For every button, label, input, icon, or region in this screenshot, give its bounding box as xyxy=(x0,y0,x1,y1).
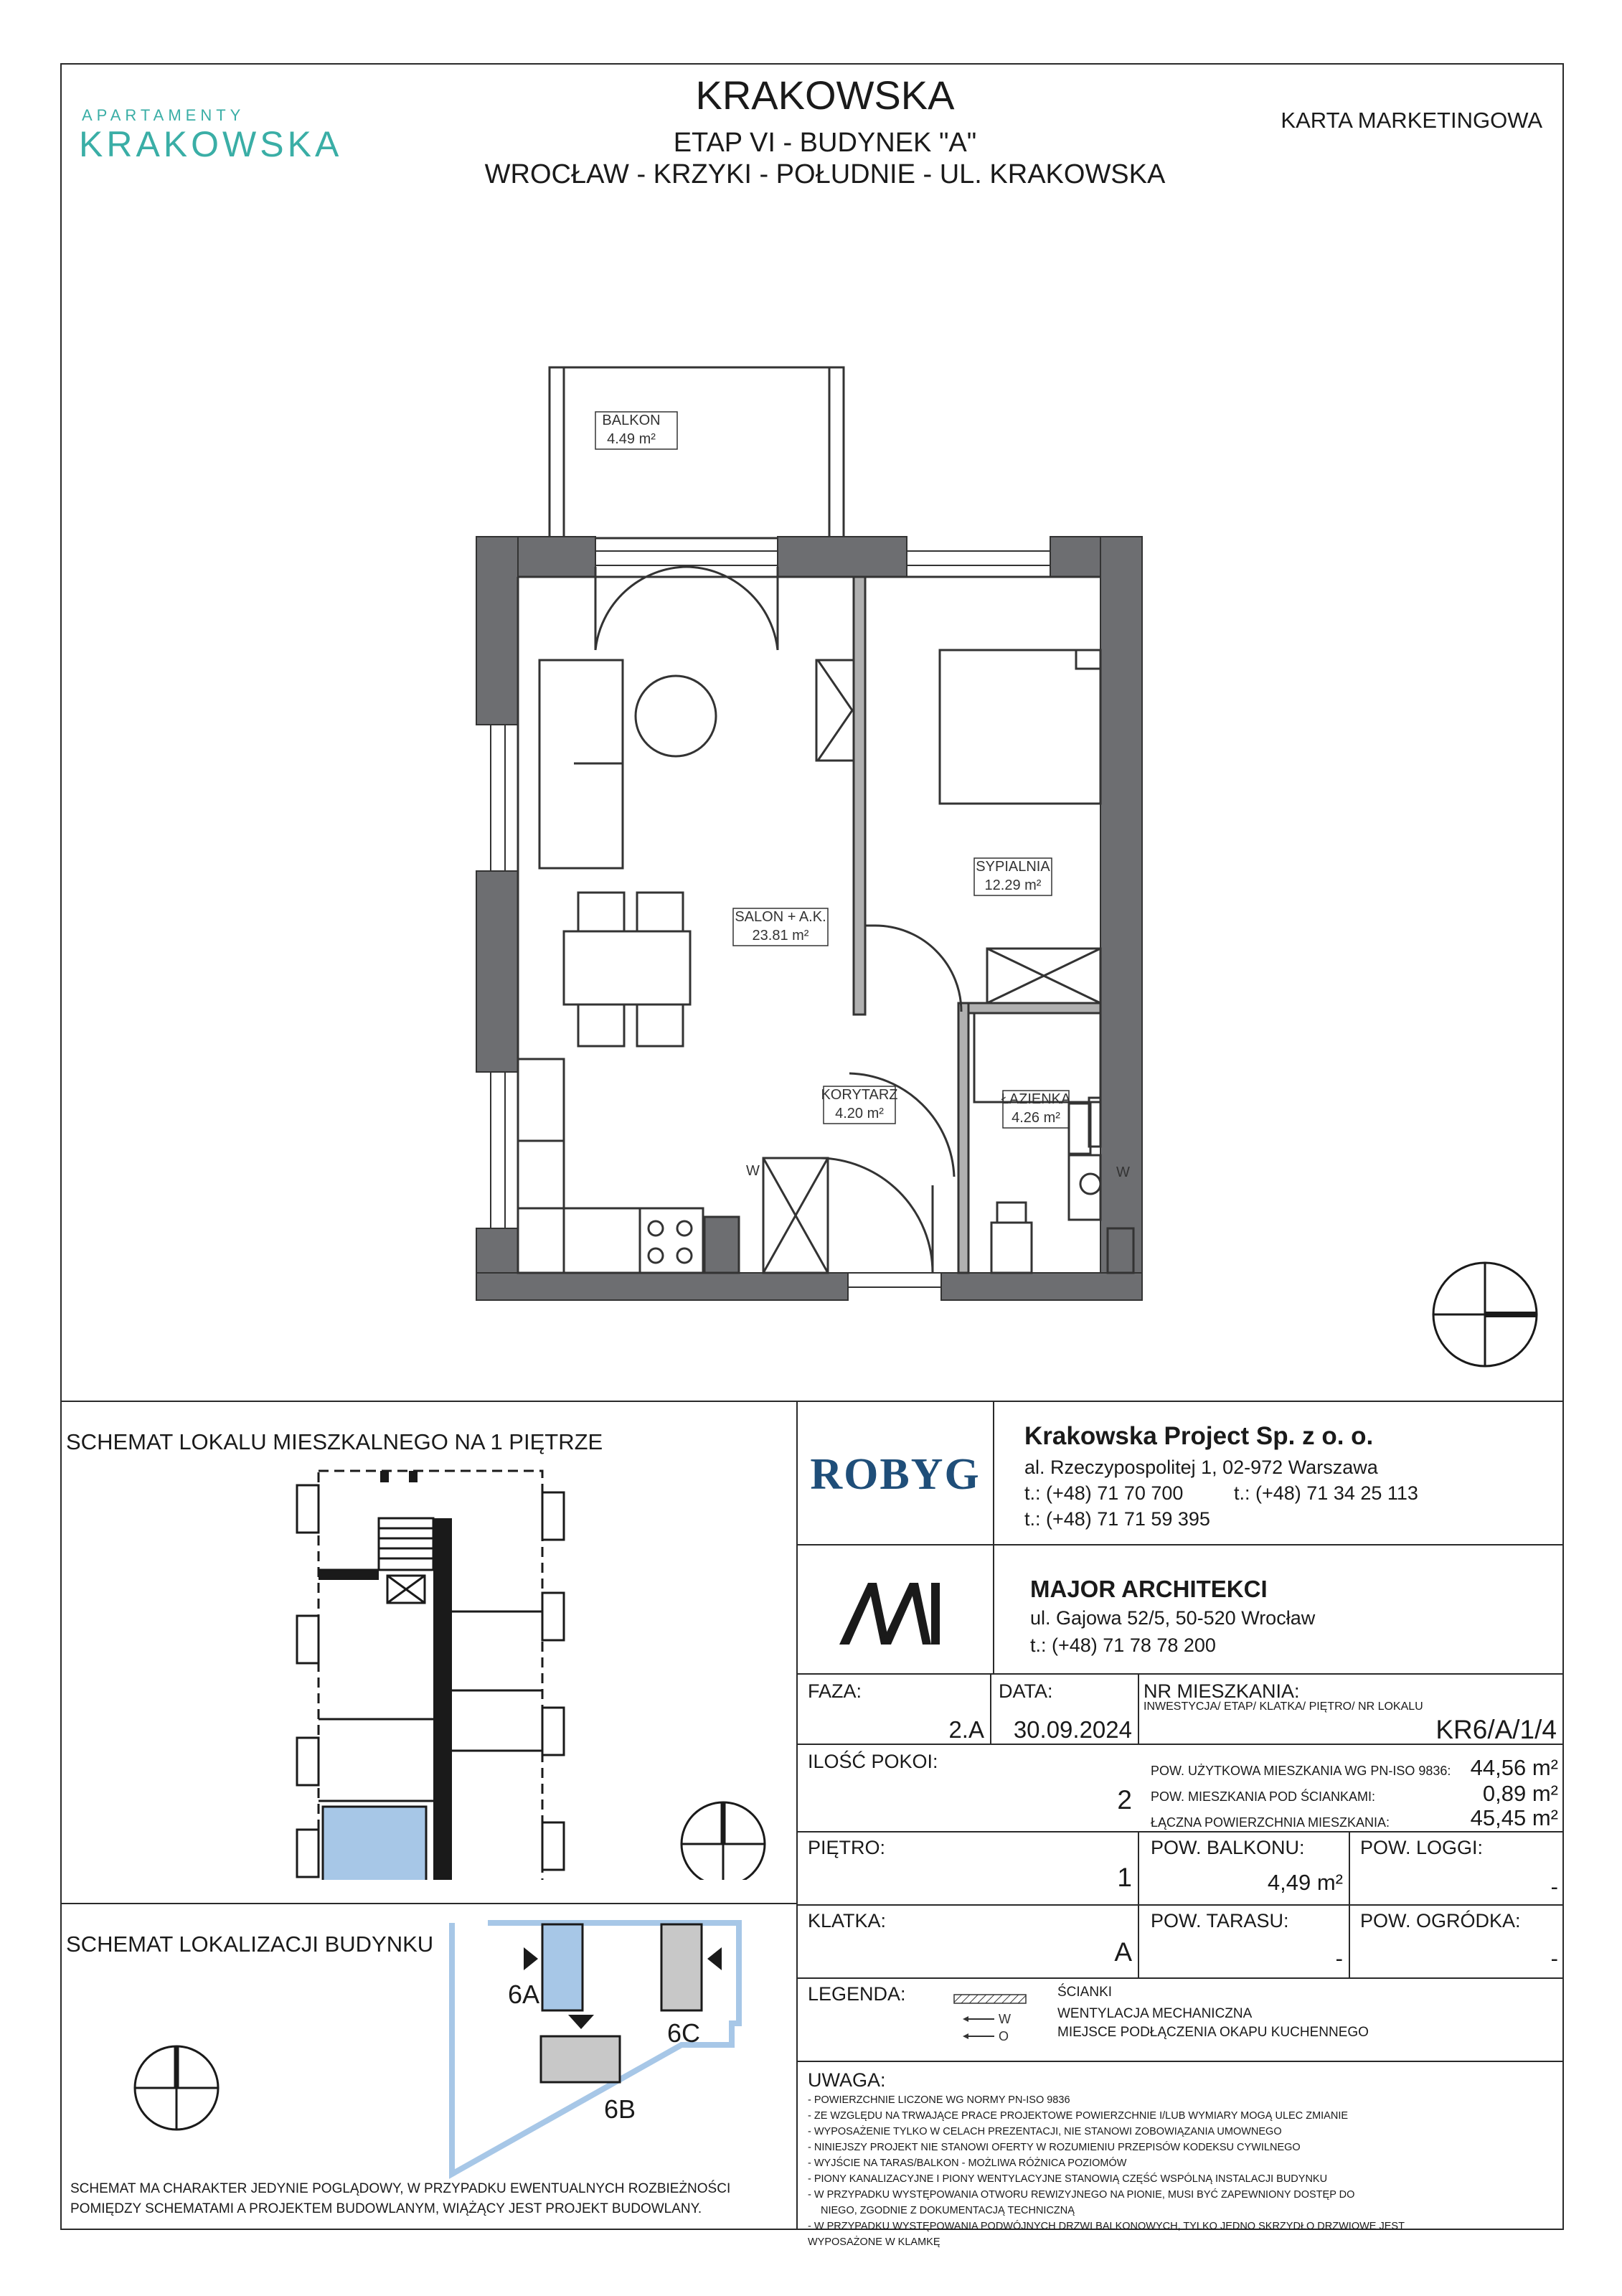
data-value: 30.09.2024 xyxy=(1013,1716,1132,1743)
architect-phone: t.: (+48) 71 78 78 200 xyxy=(1030,1634,1216,1656)
arrow-icon xyxy=(568,2015,594,2029)
ogrodek-value: - xyxy=(1550,1946,1558,1971)
room-name: KORYTARZ xyxy=(821,1087,898,1103)
divider xyxy=(796,1904,1564,1906)
divider xyxy=(60,1401,1564,1402)
room-label-lazienka xyxy=(1001,1091,1071,1128)
location-scheme xyxy=(115,1909,789,2196)
area2-value: 0,89 m² xyxy=(1482,1781,1558,1806)
legend-mark: O xyxy=(999,2029,1009,2043)
major-architekci-logo xyxy=(839,1576,947,1650)
nr-value: KR6/A/1/4 xyxy=(1435,1715,1557,1744)
pokoje-value: 2 xyxy=(1117,1785,1132,1815)
divider xyxy=(796,1831,1564,1832)
divider xyxy=(1138,1673,1139,1744)
legend-item: MIEJSCE PODŁĄCZENIA OKAPU KUCHENNEGO xyxy=(1057,2025,1369,2040)
note-line: - WYJŚCIE NA TARAS/BALKON - MOŻLIWA RÓŻNICA POZIOMÓW xyxy=(808,2158,1127,2169)
room-name: ŁAZIENKA xyxy=(1001,1091,1071,1107)
room-name: SALON + A.K. xyxy=(735,909,826,925)
brand-logo-small: APARTAMENTY xyxy=(82,106,245,124)
location-scheme-title: SCHEMAT LOKALIZACJI BUDYNKU xyxy=(66,1932,434,1957)
room-name: SYPIALNIA xyxy=(976,859,1050,875)
faza-value: 2.A xyxy=(948,1716,984,1743)
disclaimer-line2: POMIĘDZY SCHEMATAMI A PROJEKTEM BUDOWLANYM, WIĄŻĄCY JEST PROJEKT BUDOWLANY. xyxy=(70,2201,702,2216)
note-line: - W PRZYPADKU WYSTĘPOWANIA OTWORU REWIZYJNEGO NA PIONIE, MUSI BYĆ ZAPEWNIONY DOSTĘP DO xyxy=(808,2189,1355,2201)
room-label-korytarz xyxy=(821,1086,897,1124)
divider xyxy=(993,1401,994,1673)
note-line: WYPOSAŻONE W KLAMKĘ xyxy=(808,2236,940,2248)
loggia-value: - xyxy=(1550,1874,1558,1899)
notes-list xyxy=(808,2092,1405,2250)
robyg-logo: ROBYG xyxy=(810,1450,981,1499)
vent-mark: W xyxy=(1116,1165,1130,1180)
note-line: - ZE WZGLĘDU NA TRWAJĄCE PRACE PROJEKTOWE POWIERZCHNIE I/LUB WYMIARY MOGĄ ULEC ZMIANIE xyxy=(808,2110,1349,2122)
note-line: - NINIEJSZY PROJEKT NIE STANOWI OFERTY W ROZUMIENIU PRZEPISÓW KODEKSU CYWILNEGO xyxy=(808,2142,1301,2153)
klatka-value: A xyxy=(1114,1937,1132,1967)
page-address: WROCŁAW - KRZYKI - POŁUDNIE - UL. KRAKOWSKA xyxy=(484,159,1166,189)
divider xyxy=(796,1673,1564,1675)
note-line: NIEGO, ZGODNIE Z DOKUMENTACJĄ TECHNICZNĄ xyxy=(821,2205,1075,2216)
arrow-icon xyxy=(524,1947,538,1970)
pietro-label: PIĘTRO: xyxy=(808,1837,886,1858)
room-area: 4.49 m² xyxy=(607,431,656,447)
legend-item: ŚCIANKI xyxy=(1057,1985,1113,2000)
note-line: - WYPOSAŻENIE TYLKO W CELACH PREZENTACJI, NIE STANOWI ZOBOWIĄZANIA UMOWNEGO xyxy=(808,2126,1282,2137)
investor-phone: t.: (+48) 71 34 25 113 xyxy=(1234,1482,1418,1504)
legend-symbols xyxy=(947,1985,1047,2056)
balcony-outline xyxy=(550,367,844,538)
legend-item: WENTYLACJA MECHANICZNA xyxy=(1057,2006,1253,2021)
taras-value: - xyxy=(1335,1946,1343,1971)
room-label-balkon xyxy=(595,412,677,449)
pietro-value: 1 xyxy=(1117,1863,1132,1892)
building-6a xyxy=(542,1924,583,2010)
page-title: KRAKOWSKA xyxy=(695,72,955,118)
wall-hatch-icon xyxy=(954,1995,1026,2003)
investor-name: Krakowska Project Sp. z o. o. xyxy=(1024,1422,1374,1450)
building-6c xyxy=(661,1924,702,2010)
building-6b xyxy=(541,2036,620,2082)
building-label: 6B xyxy=(604,2094,636,2124)
page-subtitle: ETAP VI - BUDYNEK "A" xyxy=(673,128,977,158)
divider xyxy=(796,2061,1564,2062)
investor-phone: t.: (+48) 71 70 700 xyxy=(1024,1482,1184,1504)
note-line: - W PRZYPADKU WYSTĘPOWANIA PODWÓJNYCH DRZWI BALKONOWYCH, TYLKO JEDNO SKRZYDŁO DRZWIOWE JEST xyxy=(808,2221,1405,2232)
building-label: 6C xyxy=(667,2018,701,2048)
area1-value: 44,56 m² xyxy=(1470,1755,1558,1780)
room-area: 4.20 m² xyxy=(835,1106,884,1121)
note-line: - POWIERZCHNIE LICZONE WG NORMY PN-ISO 9836 xyxy=(808,2094,1070,2106)
disclaimer-line1: SCHEMAT MA CHARAKTER JEDYNIE POGLĄDOWY, W PRZYPADKU EWENTUALNYCH ROZBIEŻNOŚCI xyxy=(70,2181,731,2196)
balkon-value: 4,49 m² xyxy=(1267,1870,1343,1895)
room-label-sypialnia xyxy=(974,858,1052,895)
divider xyxy=(796,1544,1564,1545)
pokoje-label: ILOŚĆ POKOI: xyxy=(808,1751,938,1772)
loggia-label: POW. LOGGI: xyxy=(1360,1837,1484,1858)
legend-label: LEGENDA: xyxy=(808,1983,906,2005)
ogrodek-label: POW. OGRÓDKA: xyxy=(1360,1910,1521,1932)
data-label: DATA: xyxy=(999,1680,1053,1702)
arrow-icon xyxy=(707,1947,722,1970)
room-area: 23.81 m² xyxy=(752,928,809,944)
balkon-label: POW. BALKONU: xyxy=(1151,1837,1305,1858)
room-area: 12.29 m² xyxy=(984,878,1042,893)
area1-label: POW. UŻYTKOWA MIESZKANIA WG PN-ISO 9836: xyxy=(1151,1764,1451,1778)
nr-sub: INWESTYCJA/ ETAP/ KLATKA/ PIĘTRO/ NR LOKALU xyxy=(1144,1700,1423,1713)
room-name: BALKON xyxy=(602,413,661,428)
investor-phone: t.: (+48) 71 71 59 395 xyxy=(1024,1508,1210,1530)
divider xyxy=(796,1977,1564,1979)
divider xyxy=(990,1673,991,1744)
taras-label: POW. TARASU: xyxy=(1151,1910,1289,1932)
divider xyxy=(796,1401,798,2230)
floor-scheme xyxy=(287,1464,789,1880)
note-line: - PIONY KANALIZACYJNE I PIONY WENTYLACYJNE STANOWIĄ CZĘŚĆ WSPÓLNĄ INSTALACJI BUDYNKU xyxy=(808,2173,1328,2185)
divider xyxy=(60,1903,796,1904)
nr-label: NR MIESZKANIA: xyxy=(1144,1680,1300,1702)
klatka-label: KLATKA: xyxy=(808,1910,887,1932)
doc-type: KARTA MARKETINGOWA xyxy=(1281,108,1542,133)
notes-label: UWAGA: xyxy=(808,2069,886,2091)
architect-address: ul. Gajowa 52/5, 50-520 Wrocław xyxy=(1030,1607,1316,1629)
brand-logo-big: KRAKOWSKA xyxy=(79,124,343,164)
building-label: 6A xyxy=(508,1980,540,2009)
compass-icon xyxy=(1433,1263,1537,1366)
investor-address: al. Rzeczypospolitej 1, 02-972 Warszawa xyxy=(1024,1457,1378,1478)
area3-value: 45,45 m² xyxy=(1470,1805,1558,1830)
architect-name: MAJOR ARCHITEKCI xyxy=(1030,1576,1268,1602)
vent-mark: W xyxy=(746,1163,760,1179)
room-label-salon xyxy=(733,908,828,946)
legend-mark: W xyxy=(999,2012,1011,2026)
area3-label: ŁĄCZNA POWIERZCHNIA MIESZKANIA: xyxy=(1151,1815,1390,1830)
room-area: 4.26 m² xyxy=(1012,1110,1060,1126)
faza-label: FAZA: xyxy=(808,1680,862,1702)
compass-icon xyxy=(682,1802,765,1880)
floor-scheme-title: SCHEMAT LOKALU MIESZKALNEGO NA 1 PIĘTRZE xyxy=(66,1429,603,1454)
area2-label: POW. MIESZKANIA POD ŚCIANKAMI: xyxy=(1151,1789,1376,1804)
compass-icon xyxy=(135,2046,218,2130)
